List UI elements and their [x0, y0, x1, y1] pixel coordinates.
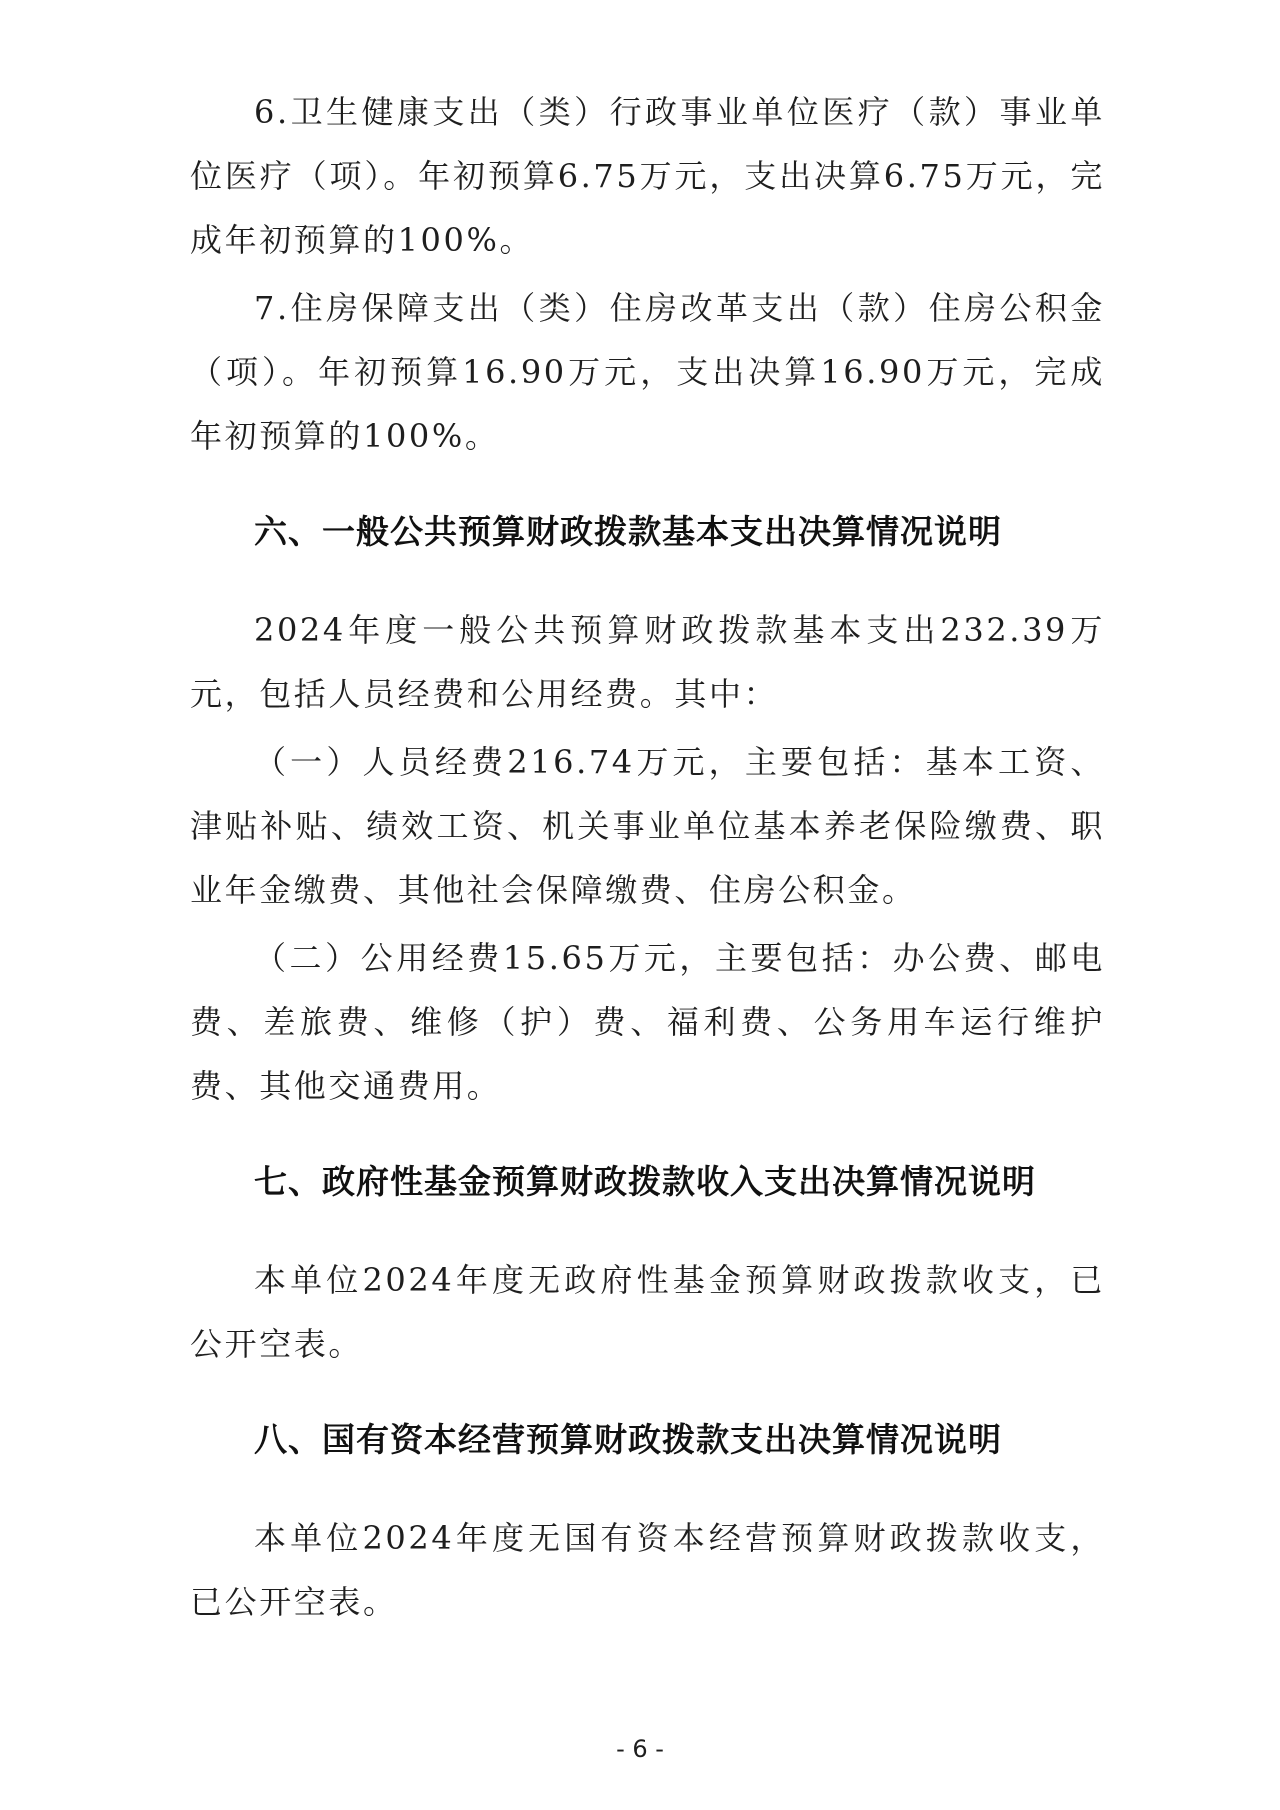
section-7-body: 本单位2024年度无政府性基金预算财政拨款收支，已公开空表。: [190, 1261, 1105, 1363]
section-6-item-2: （二）公用经费15.65万元，主要包括：办公费、邮电费、差旅费、维修（护）费、福利费、公务用车运行维护费、其他交通费用。: [190, 939, 1105, 1105]
section-7-heading: 七、政府性基金预算财政拨款收入支出决算情况说明: [254, 1162, 1036, 1201]
section-6-heading: 六、一般公共预算财政拨款基本支出决算情况说明: [254, 512, 1002, 551]
document-body: [190, 80, 1105, 1638]
section-6-item-1: （一）人员经费216.74万元，主要包括：基本工资、津贴补贴、绩效工资、机关事业单位基本养老保险缴费、职业年金缴费、其他社会保障缴费、住房公积金。: [190, 743, 1105, 909]
section-6-intro: 2024年度一般公共预算财政拨款基本支出232.39万元，包括人员经费和公用经费。其中：: [190, 611, 1105, 713]
paragraph-item-7: 7.住房保障支出（类）住房改革支出（款）住房公积金（项）。年初预算16.90万元，支出决算16.90万元，完成年初预算的100%。: [190, 289, 1105, 455]
section-8-body: 本单位2024年度无国有资本经营预算财政拨款收支，已公开空表。: [190, 1519, 1105, 1621]
section-8-heading: 八、国有资本经营预算财政拨款支出决算情况说明: [254, 1420, 1002, 1459]
paragraph-item-6: 6.卫生健康支出（类）行政事业单位医疗（款）事业单位医疗（项）。年初预算6.75万元，支出决算6.75万元，完成年初预算的100%。: [190, 93, 1105, 259]
page-number: - 6 -: [616, 1735, 664, 1763]
